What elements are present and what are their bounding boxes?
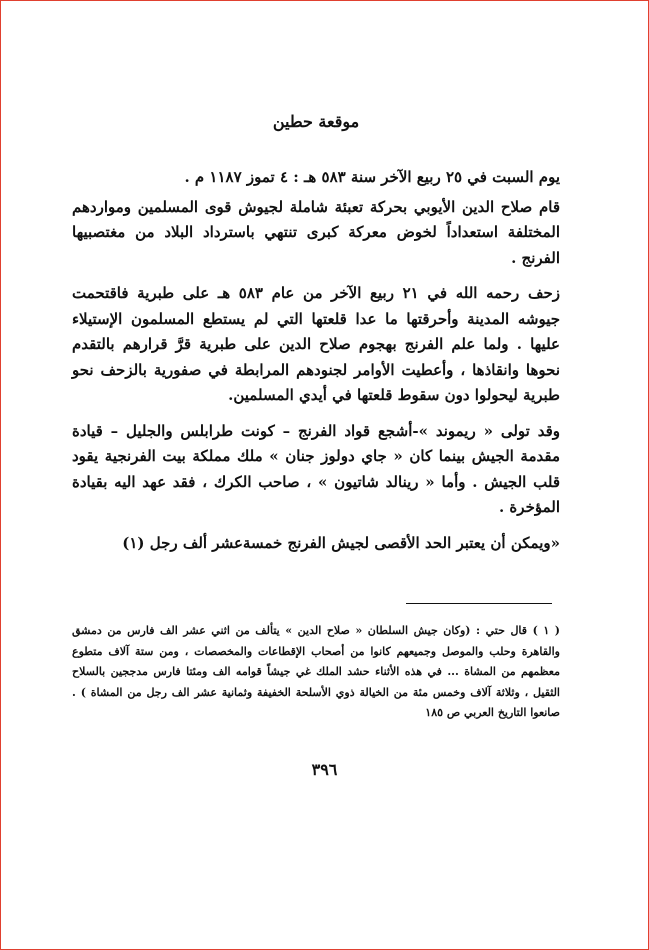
- footnote: ( ١ ) قال حتي : (وكان جيش السلطان « صلاح الدين » يتألف من اثني عشر الف فارس من دمشق والقاهرة وحلب والموصل وجميعهم كانوا من أصحاب الإقطاعات والمخصصات ، ومن ستة آلاف متطوع معظمهم من المشاة ... في هذه الأثناء حشد الملك غي جيشاً قوامه الف ومئتا فارس مدججين بالسلاح الثقيل ، وثلاثة آلاف وخمس مئة من الخيالة ذوي الأسلحة الخفيفة وثمانية عشر الف رجل من المشاة ) . صانعوا التاريخ العربي ص ١٨٥: [72, 624, 560, 719]
- date-line: يوم السبت في ٢٥ ربيع الآخر سنة ٥٨٣ هـ : ٤ تموز ١١٨٧ م .: [184, 168, 560, 186]
- main-text: [72, 112, 560, 566]
- paragraph-army-size: «ويمكن أن يعتبر الحد الأقصى لجيش الفرنج خمسةعشر ألف رجل (١): [122, 533, 560, 552]
- paragraph-mobilization: قام صلاح الدين الأيوبي بحركة تعبئة شاملة لجيوش قوى المسلمين ومواردهم المختلفة استعداداً لخوض معركة كبرى تنتهي باسترداد البلاد من مغتصبيها الفرنج .: [72, 197, 560, 267]
- paragraph-commanders: وقد تولى « ريموند »-أشجع قواد الفرنج – كونت طرابلس والجليل – قيادة مقدمة الجيش بينما كان « جاي دولوز جنان » ملك مملكة بيت الفرنجية يقود قلب الجيش . وأما « رينالد شاتيون » ، صاحب الكرك ، فقد عهد اليه بقيادة المؤخرة .: [72, 421, 560, 516]
- paragraph-tiberias: زحف رحمه الله في ٢١ ربيع الآخر من عام ٥٨٣ هـ على طبرية فاقتحمت جيوشه المدينة وأحرقتها ما عدا قلعتها التي لم يستطع المسلمون الإستيلاء عليها . ولما علم الفرنج بهجوم صلاح الدين على طبرية قرَّ قرارهم بالتقدم نحوها وانقاذها ، وأعطيت الأوامر لجنودهم المرابطة في صفورية بالزحف نحو طبرية ليحولوا دون سقوط قلعتها في أيدي المسلمين.: [72, 284, 560, 404]
- footnote-separator: [406, 603, 552, 604]
- page-number: ٣٩٦: [311, 760, 338, 779]
- page-title: موقعة حطين: [272, 112, 360, 131]
